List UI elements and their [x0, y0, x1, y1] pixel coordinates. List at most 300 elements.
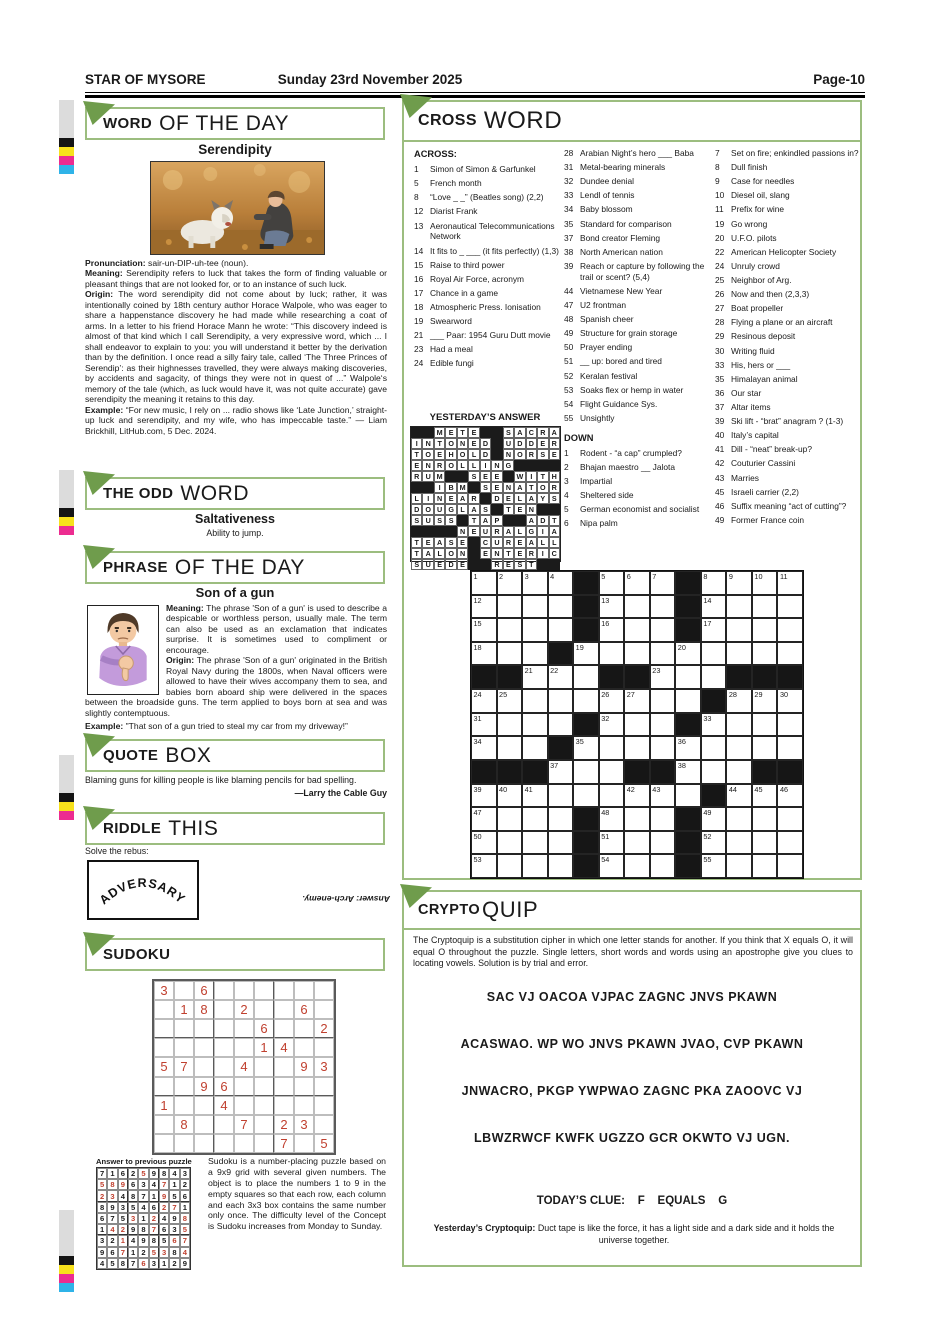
crossword-grid: [470, 570, 804, 879]
sudoku-cell: [214, 1019, 234, 1038]
clue-row: [414, 330, 561, 341]
crossword-cell: [752, 854, 778, 878]
crossword-cell: [624, 595, 650, 619]
clue-text: Bhajan maestro __ Jalota: [580, 462, 675, 472]
crossword-black-cell: [548, 736, 574, 760]
sudoku-cell: [254, 1134, 274, 1153]
answer-letter-cell: N: [491, 548, 502, 559]
sudoku-cell: 4: [180, 1247, 190, 1258]
clue-number: 10: [715, 190, 725, 201]
answer-letter-cell: T: [503, 504, 514, 515]
sudoku-cell: [314, 1038, 334, 1057]
sudoku-cell: 8: [169, 1247, 179, 1258]
answer-letter-cell: E: [491, 471, 502, 482]
clue-text: Now and then (2,3,3): [731, 289, 810, 300]
clue-number: 49: [715, 514, 725, 525]
clue-row: [414, 274, 561, 285]
odd-word-definition: Ability to jump.: [206, 528, 264, 538]
answer-letter-cell: R: [434, 460, 445, 471]
answer-letter-cell: E: [457, 537, 468, 548]
crossword-cell: [573, 760, 599, 784]
crossword-black-cell: [497, 760, 523, 784]
crossword-cell: [497, 595, 523, 619]
crossword-cell: [624, 807, 650, 831]
sudoku-cell: [154, 1000, 174, 1019]
registration-magenta-square: [59, 1274, 74, 1283]
clue-number: 40: [715, 430, 725, 441]
sudoku-cell: 4: [97, 1258, 107, 1269]
clue-row: [715, 204, 861, 215]
sudoku-cell: [274, 981, 294, 1000]
sudoku-cell: [294, 1077, 314, 1096]
clue-number: 39: [564, 260, 574, 271]
answer-letter-cell: D: [526, 438, 537, 449]
registration-black-square: [59, 138, 74, 147]
answer-letter-cell: N: [503, 482, 514, 493]
example-text: “For new music, I rely on ... radio shows like ‘Late Junction,’ straight-up luck and serendipity, and my wife, who has impeccable taste.” — Liam Brickhill, LitHub.com, 5 Dec. 2024.: [85, 404, 387, 436]
answer-letter-cell: L: [434, 548, 445, 559]
crossword-black-cell: [573, 595, 599, 619]
crossword-cell: [726, 807, 752, 831]
clue-row: [414, 164, 561, 175]
sudoku-cell: 6: [159, 1224, 169, 1235]
clue-number: 16: [414, 273, 424, 284]
crossword-black-cell: [497, 665, 523, 689]
thumbs-down-svg: [88, 606, 158, 694]
clue-row: [564, 261, 711, 283]
answer-letter-cell: E: [537, 438, 548, 449]
crossword-cell: [471, 854, 497, 878]
sudoku-cell: [314, 1000, 334, 1019]
clue-number: 24: [414, 358, 424, 369]
answer-letter-cell: S: [537, 449, 548, 460]
crossword-cell-number: 22: [550, 666, 559, 676]
sudoku-cell: 3: [294, 1115, 314, 1134]
sudoku-cell: [174, 1038, 194, 1057]
crossword-black-cell: [573, 618, 599, 642]
crossword-cell: [471, 595, 497, 619]
answer-letter-cell: A: [503, 526, 514, 537]
answer-letter-cell: T: [549, 515, 560, 526]
sudoku-cell: 2: [274, 1115, 294, 1134]
answer-letter-cell: D: [514, 438, 525, 449]
clue-row: [564, 342, 711, 353]
clue-text: Edible fungi: [430, 358, 474, 369]
sudoku-cell: [194, 1057, 214, 1076]
clue-text: Case for needles: [731, 176, 795, 187]
sudoku-cell: 6: [294, 1000, 314, 1019]
clue-text: Swearword: [430, 316, 472, 327]
sudoku-cell: 8: [118, 1258, 128, 1269]
example-label: Example:: [85, 721, 124, 732]
crossword-cell: [497, 642, 523, 666]
registration-yellow-square: [59, 1265, 74, 1274]
answer-letter-cell: R: [503, 537, 514, 548]
crossword-cell: [599, 854, 625, 878]
section-header-phrase-of-the-day: [85, 551, 385, 584]
clue-row: [564, 204, 711, 215]
answer-letter-cell: U: [480, 526, 491, 537]
answer-letter-cell: O: [445, 460, 456, 471]
clue-row: [715, 233, 861, 244]
crossword-cell-number: 31: [473, 713, 482, 723]
header-strong-text: CROSS: [418, 112, 477, 129]
header-strong-text: CRYPTO: [418, 902, 481, 918]
answer-letter-cell: M: [457, 482, 468, 493]
clue-number: 28: [715, 317, 725, 328]
clue-row: [564, 490, 711, 501]
crossword-cell: [573, 736, 599, 760]
sudoku-cell: 1: [97, 1224, 107, 1235]
answer-letter-cell: I: [526, 471, 537, 482]
crossword-cell: [777, 689, 803, 713]
answer-letter-cell: E: [503, 559, 514, 570]
origin-line: [85, 289, 387, 404]
todays-clue: TODAY’S CLUE: F EQUALS G: [536, 1195, 728, 1207]
answer-letter-cell: Y: [537, 493, 548, 504]
crossword-cell: [599, 736, 625, 760]
clue-text: Vietnamese New Year: [580, 285, 663, 296]
crossword-cell-number: 51: [601, 831, 610, 841]
crossword-cell: [522, 713, 548, 737]
sudoku-cell: 9: [107, 1202, 117, 1213]
sudoku-cell: 3: [180, 1168, 190, 1179]
clue-number: 51: [564, 356, 574, 367]
sudoku-cell: 9: [149, 1168, 159, 1179]
sudoku-cell: 3: [107, 1190, 117, 1201]
sudoku-cell: 6: [214, 1077, 234, 1096]
clue-text: Had a meal: [430, 344, 473, 355]
crossword-cell-number: 33: [703, 713, 712, 723]
crossword-cell: [573, 689, 599, 713]
answer-letter-cell: E: [480, 471, 491, 482]
sudoku-cell: [294, 981, 314, 1000]
sudoku-cell: [214, 1057, 234, 1076]
crossword-cell: [471, 784, 497, 808]
sudoku-cell: [314, 1077, 334, 1096]
answer-letter-cell: A: [514, 427, 525, 438]
clue-number: 41: [715, 444, 725, 455]
crossword-cell-number: 30: [779, 690, 789, 700]
answer-letter-cell: E: [480, 548, 491, 559]
yesterdays-answer-label: YESTERDAY’S ANSWER: [429, 412, 541, 423]
answer-black-cell: [434, 526, 445, 537]
sudoku-cell: 1: [118, 1235, 128, 1246]
answer-letter-cell: O: [422, 504, 433, 515]
registration-black-square: [59, 508, 74, 517]
crossword-cell: [726, 618, 752, 642]
crossword-cell-number: 45: [754, 784, 763, 794]
sudoku-cell: [294, 1096, 314, 1115]
crossword-cell: [573, 642, 599, 666]
sudoku-cell: [174, 1019, 194, 1038]
header-strong-text: THE ODD: [103, 485, 174, 502]
clue-row: [715, 303, 861, 314]
sudoku-cell: 4: [149, 1179, 159, 1190]
crossword-cell: [471, 713, 497, 737]
crossword-cell-number: 25: [499, 690, 508, 700]
registration-gray-bar: [59, 470, 74, 508]
answer-letter-cell: E: [411, 460, 422, 471]
crossword-cell: [599, 618, 625, 642]
registration-cyan-square: [59, 1283, 74, 1292]
answer-letter-cell: A: [514, 482, 525, 493]
svg-text:ADVERSARY: [97, 876, 188, 907]
crossword-cell-number: 21: [524, 666, 533, 676]
sudoku-cell: 2: [97, 1190, 107, 1201]
answer-letter-cell: O: [457, 449, 468, 460]
answer-letter-cell: G: [526, 526, 537, 537]
crossword-cell: [471, 618, 497, 642]
sudoku-cell: [214, 1038, 234, 1057]
sudoku-cell: 9: [138, 1235, 148, 1246]
registration-black-square: [59, 793, 74, 802]
dog-photo-illustration: [150, 161, 325, 255]
sudoku-cell: 7: [149, 1224, 159, 1235]
sudoku-cell: 6: [254, 1019, 274, 1038]
clue-number: 39: [715, 416, 725, 427]
crossword-cell-number: 13: [601, 595, 610, 605]
registration-mark: [59, 100, 74, 174]
crossword-cell: [548, 807, 574, 831]
answer-letter-cell: S: [503, 427, 514, 438]
registration-gray-bar: [59, 1210, 74, 1256]
clues-column-1: [414, 148, 561, 373]
crossword-cell: [522, 784, 548, 808]
clue-row: [564, 314, 711, 325]
crossword-cell: [726, 854, 752, 878]
crossword-black-cell: [573, 571, 599, 595]
answer-black-cell: [411, 526, 422, 537]
registration-magenta-square: [59, 526, 74, 535]
clue-number: 17: [414, 287, 424, 298]
clue-text: Rodent - “a cap” crumpled?: [580, 447, 682, 458]
sudoku-cell: 7: [107, 1213, 117, 1224]
clue-row: [715, 317, 861, 328]
sudoku-cell: 4: [214, 1096, 234, 1115]
sudoku-cell: 5: [107, 1258, 117, 1269]
clue-text: Baby blossom: [580, 204, 633, 215]
answer-letter-cell: L: [457, 504, 468, 515]
answer-letter-cell: E: [457, 559, 468, 570]
crossword-cell: [497, 571, 523, 595]
answer-letter-cell: R: [411, 471, 422, 482]
crossword-cell: [701, 642, 727, 666]
crossword-cell-number: 14: [703, 595, 712, 605]
clue-row: [564, 300, 711, 311]
answer-letter-cell: A: [526, 515, 537, 526]
answer-letter-cell: E: [491, 482, 502, 493]
clue-row: [564, 328, 711, 339]
crossword-black-cell: [752, 760, 778, 784]
crossword-cell-number: 39: [473, 784, 482, 794]
clue-row: [715, 430, 861, 441]
clue-text: His, hers or ___: [731, 359, 791, 370]
answer-black-cell: [503, 471, 514, 482]
sudoku-cell: 1: [254, 1038, 274, 1057]
crossword-cell-number: 23: [652, 666, 661, 676]
clue-number: 55: [564, 412, 574, 423]
answer-letter-cell: E: [434, 559, 445, 570]
crossword-cell: [497, 831, 523, 855]
answer-letter-cell: R: [549, 438, 560, 449]
clue-text: It fits to _ ___ (it fits perfectly) (1,3): [430, 245, 559, 256]
answer-letter-cell: C: [549, 548, 560, 559]
crossword-cell: [599, 760, 625, 784]
answer-letter-cell: D: [480, 449, 491, 460]
crossword-cell: [752, 784, 778, 808]
clue-row: [564, 176, 711, 187]
clue-number: 38: [564, 246, 574, 257]
pronunciation-label: Pronunciation:: [85, 258, 146, 268]
crossword-cell-number: 29: [754, 690, 763, 700]
clue-row: [715, 176, 861, 187]
clue-number: 43: [715, 472, 725, 483]
clue-text: Altar items: [731, 401, 771, 412]
answer-letter-cell: N: [457, 548, 468, 559]
answer-letter-cell: A: [549, 427, 560, 438]
crossword-cell: [548, 618, 574, 642]
crossword-cell-number: 48: [601, 808, 610, 818]
answer-letter-cell: A: [422, 548, 433, 559]
crossword-cell-number: 49: [703, 808, 712, 818]
clue-text: North American nation: [580, 246, 663, 257]
crossword-cell: [777, 854, 803, 878]
answer-letter-cell: O: [537, 482, 548, 493]
phrase-of-day-phrase: Son of a gun: [195, 585, 275, 600]
crossword-black-cell: [522, 760, 548, 784]
crossword-cell: [777, 807, 803, 831]
clue-number: 6: [564, 518, 569, 529]
answer-black-cell: [491, 438, 502, 449]
meaning-line: [85, 268, 387, 289]
answer-letter-cell: O: [422, 449, 433, 460]
riddle-answer: Answer: Arch-enemy.: [302, 894, 390, 904]
sudoku-cell: [174, 981, 194, 1000]
crossword-cell: [548, 571, 574, 595]
answer-letter-cell: L: [514, 493, 525, 504]
crossword-cell: [701, 713, 727, 737]
sudoku-cell: [234, 1096, 254, 1115]
answer-letter-cell: T: [468, 515, 479, 526]
sudoku-cell: [234, 1038, 254, 1057]
crossword-cell: [650, 665, 676, 689]
crossword-cell: [548, 760, 574, 784]
sudoku-cell: [174, 1134, 194, 1153]
clue-row: [414, 302, 561, 313]
answer-letter-cell: A: [549, 526, 560, 537]
clue-row: [715, 501, 861, 512]
clue-row: [715, 388, 861, 399]
clue-row: [715, 360, 861, 371]
sudoku-cell: 4: [274, 1038, 294, 1057]
crossword-black-cell: [675, 807, 701, 831]
sudoku-cell: [174, 1077, 194, 1096]
sudoku-description: Sudoku is a number-placing puzzle based on a 9x9 grid with several given numbers. The object is to place the numbers 1 to 9 in the empty squares so that each row, each column and each 3x3 box contains the same number only once. The difficulty level of the Concept is Sudoku increases from Monday to Sunday.: [208, 1156, 386, 1232]
clue-number: 21: [414, 330, 424, 341]
answer-letter-cell: A: [434, 537, 445, 548]
clue-number: 8: [715, 162, 720, 173]
clue-number: 49: [564, 328, 574, 339]
example-line: [85, 405, 387, 436]
crossword-cell: [522, 642, 548, 666]
registration-mark: [59, 1210, 74, 1292]
quote-text: Blaming guns for killing people is like blaming pencils for bad spelling.: [85, 775, 357, 785]
answer-black-cell: [526, 460, 537, 471]
crossword-cell: [726, 760, 752, 784]
crossword-cell: [522, 689, 548, 713]
sudoku-cell: 2: [107, 1235, 117, 1246]
pronunciation-text: sair-un-DIP-uh-tee (noun).: [148, 258, 249, 268]
crossword-cell-number: 19: [575, 642, 584, 652]
sudoku-cell: [274, 1019, 294, 1038]
answer-black-cell: [468, 559, 479, 570]
sudoku-cell: [214, 1115, 234, 1134]
sudoku-cell: 5: [169, 1190, 179, 1201]
sudoku-cell: [314, 1115, 334, 1134]
sudoku-cell: 3: [149, 1258, 159, 1269]
answer-letter-cell: P: [491, 515, 502, 526]
clue-number: 26: [715, 289, 725, 300]
crossword-cell: [701, 854, 727, 878]
crossword-cell: [777, 736, 803, 760]
clue-number: 12: [414, 206, 424, 217]
clue-row: [564, 286, 711, 297]
crossword-cell: [548, 689, 574, 713]
sudoku-cell: 7: [128, 1258, 138, 1269]
sudoku-cell: [154, 1038, 174, 1057]
sudoku-cell: [154, 1115, 174, 1134]
crossword-black-cell: [573, 831, 599, 855]
sudoku-cell: 9: [169, 1213, 179, 1224]
answer-letter-cell: E: [468, 427, 479, 438]
crossword-cell: [624, 831, 650, 855]
clue-number: 54: [564, 398, 574, 409]
clue-row: [414, 192, 561, 203]
answer-letter-cell: U: [434, 504, 445, 515]
crossword-cell: [752, 831, 778, 855]
masthead-date: Sunday 23rd November 2025: [277, 72, 463, 87]
answer-letter-cell: D: [411, 504, 422, 515]
crossword-cell: [675, 689, 701, 713]
crossword-cell-number: 47: [473, 808, 482, 818]
down-clue-list: [564, 448, 711, 529]
answer-letter-cell: T: [526, 482, 537, 493]
sudoku-cell: 8: [159, 1168, 169, 1179]
crossword-cell: [624, 571, 650, 595]
clue-number: 30: [715, 345, 725, 356]
registration-yellow-square: [59, 147, 74, 156]
crossword-cell: [650, 831, 676, 855]
header-light-text: WORD: [483, 107, 563, 134]
rebus-box: [87, 860, 199, 920]
clue-row: [564, 504, 711, 515]
header-light-text: OF THE DAY: [159, 111, 290, 135]
meaning-label: Meaning:: [85, 268, 123, 279]
sudoku-cell: [254, 1000, 274, 1019]
down-heading: DOWN: [564, 432, 594, 443]
crossword-cell-number: 34: [473, 737, 482, 747]
answer-letter-cell: E: [422, 537, 433, 548]
answer-black-cell: [468, 482, 479, 493]
clue-text: Metal-bearing minerals: [580, 162, 666, 173]
rebus-arc-text: ADVERSARY: [96, 875, 189, 908]
answer-letter-cell: R: [549, 482, 560, 493]
clue-row: [564, 385, 711, 396]
answer-letter-cell: D: [537, 515, 548, 526]
clue-row: [715, 515, 861, 526]
sudoku-cell: 7: [180, 1235, 190, 1246]
